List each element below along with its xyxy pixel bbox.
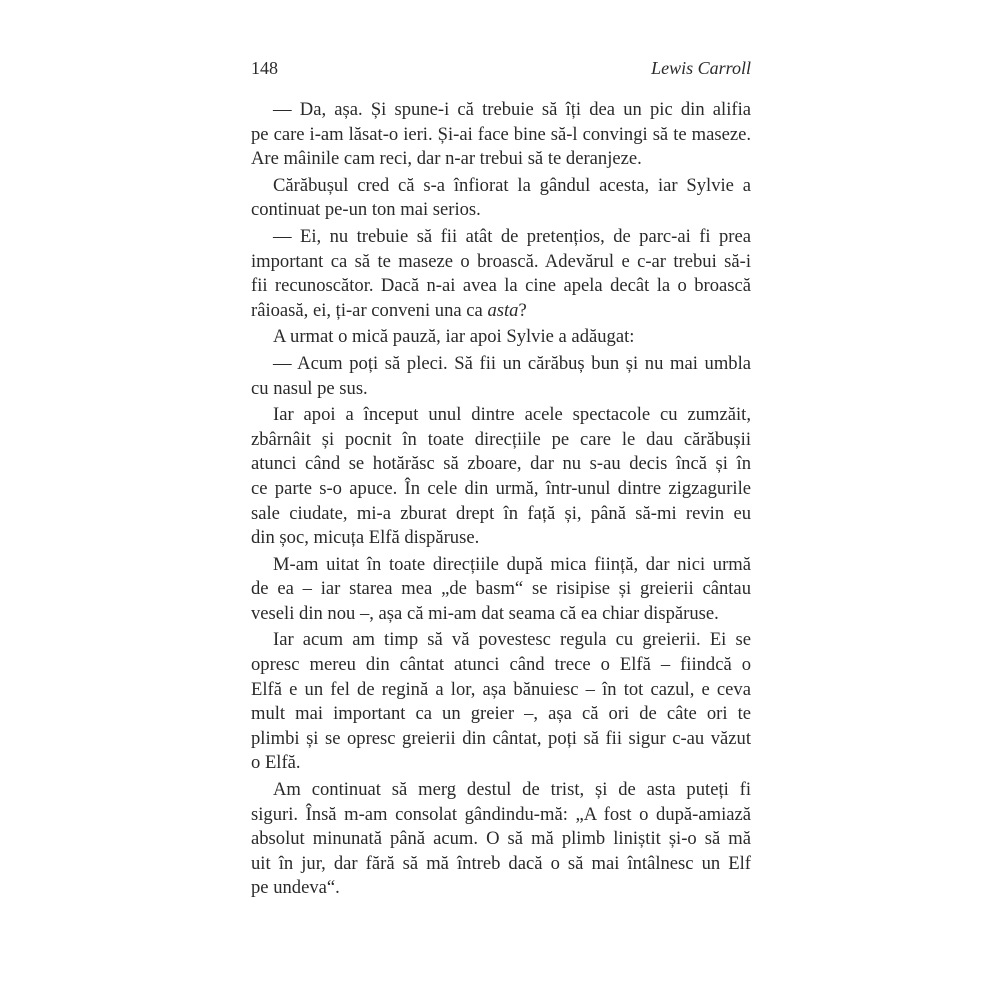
text-line: Are mâinile cam reci, dar n-ar trebui să te deranjeze. <box>251 148 642 170</box>
text-line: atunci când se hotărăsc să zboare, dar nu s-au decis încă și în <box>251 453 751 475</box>
book-page <box>251 58 751 901</box>
text-line: mult mai important ca un greier –, așa că ori de câte ori te <box>251 703 751 725</box>
text-line: Cărăbușul cred că s-a înfiorat la gândul acesta, iar Sylvie a <box>273 174 751 196</box>
text-line: pe undeva“. <box>251 877 340 899</box>
text-line: — Acum poți să pleci. Să fii un cărăbuș bun și nu mai umbla <box>273 352 751 374</box>
paragraph <box>251 628 751 776</box>
text-line: zbârnâit și pocnit în toate direcțiile pe care le dau cărăbușii <box>251 428 751 450</box>
text-line: — Da, așa. Și spune-i că trebuie să îți dea un pic din alifia <box>273 99 751 120</box>
text-line: cu nasul pe sus. <box>251 377 368 399</box>
text-line: de ea – iar starea mea „de basm“ se risipise și greierii cântau <box>251 578 751 600</box>
text-line: sale ciudate, mi-a zburat drept în față și, până să-mi revin eu <box>251 502 751 524</box>
text-segment: ? <box>518 299 527 321</box>
emphasized-word: asta <box>487 299 519 321</box>
text-line: uit în jur, dar fără să mă întreb dacă o să mai întâlnesc un Elf <box>251 852 751 874</box>
text-line: Iar acum am timp să vă povestesc regula cu greierii. Ei se <box>273 629 751 651</box>
paragraph <box>251 553 751 627</box>
text-line: important ca să te maseze o broască. Adevărul e c-ar trebui să-i <box>251 250 751 272</box>
text-line: continuat pe-un ton mai serios. <box>251 199 481 221</box>
text-line: veseli din nou –, așa că mi-am dat seama că ea chiar dispăruse. <box>251 602 719 624</box>
paragraph <box>251 325 751 350</box>
text-line: siguri. Însă m-am consolat gândindu-mă: „A fost o după-amiază <box>251 803 751 825</box>
text-line: Elfă e un fel de regină a lor, așa bănuiesc – în tot cazul, e ceva <box>251 678 751 700</box>
text-line: Iar apoi a început unul dintre acele spectacole cu zumzăit, <box>273 404 751 426</box>
paragraph <box>251 403 751 551</box>
text-line: absolut minunată până acum. O să mă plimb liniștit și-o să mă <box>251 828 751 850</box>
paragraph <box>251 352 751 401</box>
text-line: Am continuat să merg destul de trist, și de asta puteți fi <box>273 779 751 801</box>
text-line: plimbi și se opresc greierii din cântat, poți să fii sigur c-au văzut <box>251 727 751 749</box>
text-line: A urmat o mică pauză, iar apoi Sylvie a adăugat: <box>273 326 635 348</box>
text-line <box>251 299 751 324</box>
paragraph <box>251 174 751 223</box>
text-line: ce parte s-o apuce. În cele din urmă, într-unul dintre zigzagurile <box>251 477 751 499</box>
text-line: o Elfă. <box>251 752 301 774</box>
text-line: — Ei, nu trebuie să fii atât de pretențios, de parc-ai fi prea <box>273 225 751 247</box>
paragraph <box>251 225 751 323</box>
page-body <box>251 98 751 901</box>
page-number: 148 <box>251 58 278 78</box>
paragraph <box>251 98 751 172</box>
running-header-author: Lewis Carroll <box>651 58 751 78</box>
text-line: pe care i-am lăsat-o ieri. Și-ai face bine să-l convingi să te maseze. <box>251 123 751 145</box>
text-line: M-am uitat în toate direcțiile după mica ființă, dar nici urmă <box>273 553 751 575</box>
paragraph <box>251 778 751 901</box>
text-line: opresc mereu din cântat atunci când trece o Elfă – fiindcă o <box>251 654 751 676</box>
text-line: fii recunoscător. Dacă n-ai avea la cine apela decât la o broască <box>251 275 751 297</box>
running-header <box>251 58 751 98</box>
text-segment: râioasă, ei, ți-ar conveni una ca <box>251 299 488 321</box>
text-line: din șoc, micuța Elfă dispăruse. <box>251 527 480 549</box>
